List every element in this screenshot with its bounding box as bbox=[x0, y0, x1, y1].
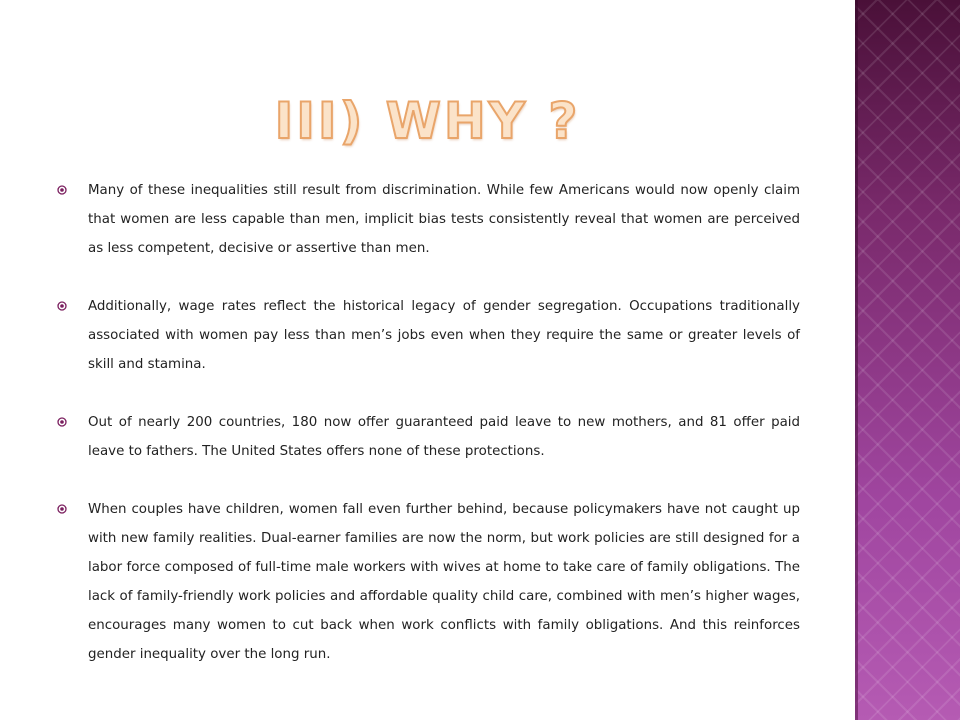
circled-dot-icon bbox=[57, 301, 67, 311]
circled-dot-icon bbox=[57, 504, 67, 514]
bullet-list bbox=[55, 176, 800, 698]
slide-title: III) WHY ? bbox=[274, 92, 581, 150]
bullet-item bbox=[55, 408, 800, 466]
circled-dot-icon bbox=[57, 185, 67, 195]
bullet-text: Out of nearly 200 countries, 180 now offer guaranteed paid leave to new mothers, and 81 offer paid leave to fathers. The United States offers none of these protections. bbox=[88, 415, 800, 459]
bullet-item bbox=[55, 495, 800, 669]
decorative-side-panel bbox=[855, 0, 960, 720]
bullet-item bbox=[55, 176, 800, 263]
side-panel-edge bbox=[855, 0, 858, 720]
circled-dot-icon bbox=[57, 417, 67, 427]
bullet-item bbox=[55, 292, 800, 379]
bullet-text: Additionally, wage rates reflect the historical legacy of gender segregation. Occupations traditionally associated with women pay less than men’s jobs even when they require the same or greater levels of skill and stamina. bbox=[88, 299, 800, 372]
bullet-text: When couples have children, women fall even further behind, because policymakers have not caught up with new family realities. Dual-earner families are now the norm, but work policies are still designed for a labor force composed of full-time male workers with wives at home to take care of family obligations. The lack of family-friendly work policies and affordable quality child care, combined with men’s higher wages, encourages many women to cut back when work conflicts with family obligations. And this reinforces gender inequality over the long run. bbox=[88, 502, 800, 662]
bullet-text: Many of these inequalities still result from discrimination. While few Americans would now openly claim that women are less capable than men, implicit bias tests consistently reveal that women are perceived as less competent, decisive or assertive than men. bbox=[88, 183, 800, 256]
